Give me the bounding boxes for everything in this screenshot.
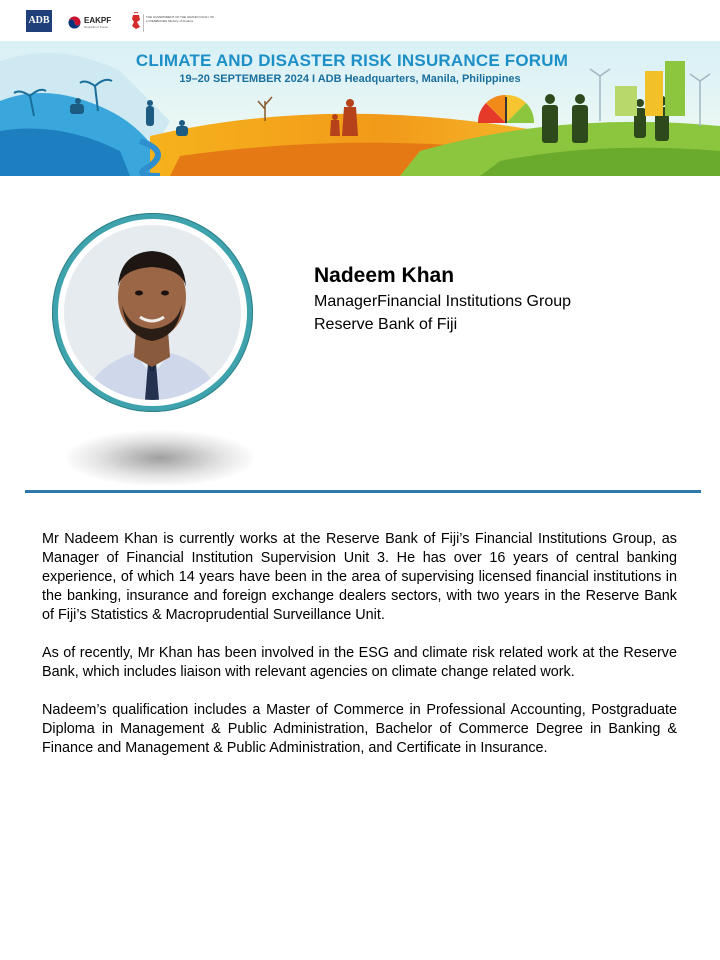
lion-crest-icon — [130, 12, 142, 32]
korea-emblem-icon — [68, 16, 81, 29]
speaker-name: Nadeem Khan — [314, 264, 455, 287]
portrait-shadow — [65, 430, 255, 486]
bio-paragraph: Mr Nadeem Khan is currently works at the Reserve Bank of Fiji’s Financial Institutions Group, as Manager of Financial Institution Supervision Unit 3. He has over 16 years of central banking experience, of which 14 years have been in the area of supervising licensed financial institutions in the banking, insurance and foreign exchange dealers sectors, with two years in the Reserve Bank of Fiji’s Statistics & Macroprudential Surveillance Unit. — [42, 531, 677, 623]
banner-title: CLIMATE AND DISASTER RISK INSURANCE FORUM — [135, 51, 569, 70]
event-banner — [0, 41, 720, 176]
partner-logos — [0, 0, 720, 40]
speaker-bio — [42, 530, 677, 777]
speaker-organization: Reserve Bank of Fiji — [314, 316, 458, 333]
bio-paragraph: Nadeem’s qualification includes a Master of Commerce in Professional Accounting, Postgraduate Diploma in Management & Public Administration, Bachelor of Commerce Degree in Banking & Finance and Management & Public Administration, and Certificate in Insurance. — [42, 702, 677, 756]
bio-paragraph: As of recently, Mr Khan has been involved in the ESG and climate risk related work at the Reserve Bank, which includes liaison with relevant agencies on climate change related work. — [42, 645, 677, 680]
speaker-photo — [64, 225, 241, 400]
banner-subtitle: 19–20 SEPTEMBER 2024 I ADB Headquarters, Manila, Philippines — [179, 73, 521, 85]
speaker-title: ManagerFinancial Institutions Group — [314, 293, 572, 310]
eakpf-label: EAKPF — [84, 16, 112, 25]
eakpf-sublabel: Republic of Korea — [84, 25, 108, 29]
luxembourg-label: THE GOVERNMENT OF THE GRAND DUCHY OF LUXEMBOURG Ministry of Finance — [146, 15, 215, 23]
section-divider — [25, 490, 701, 493]
adb-logo: ADB — [26, 10, 52, 32]
speaker-portrait-icon — [64, 225, 241, 400]
logo-divider — [143, 14, 144, 32]
